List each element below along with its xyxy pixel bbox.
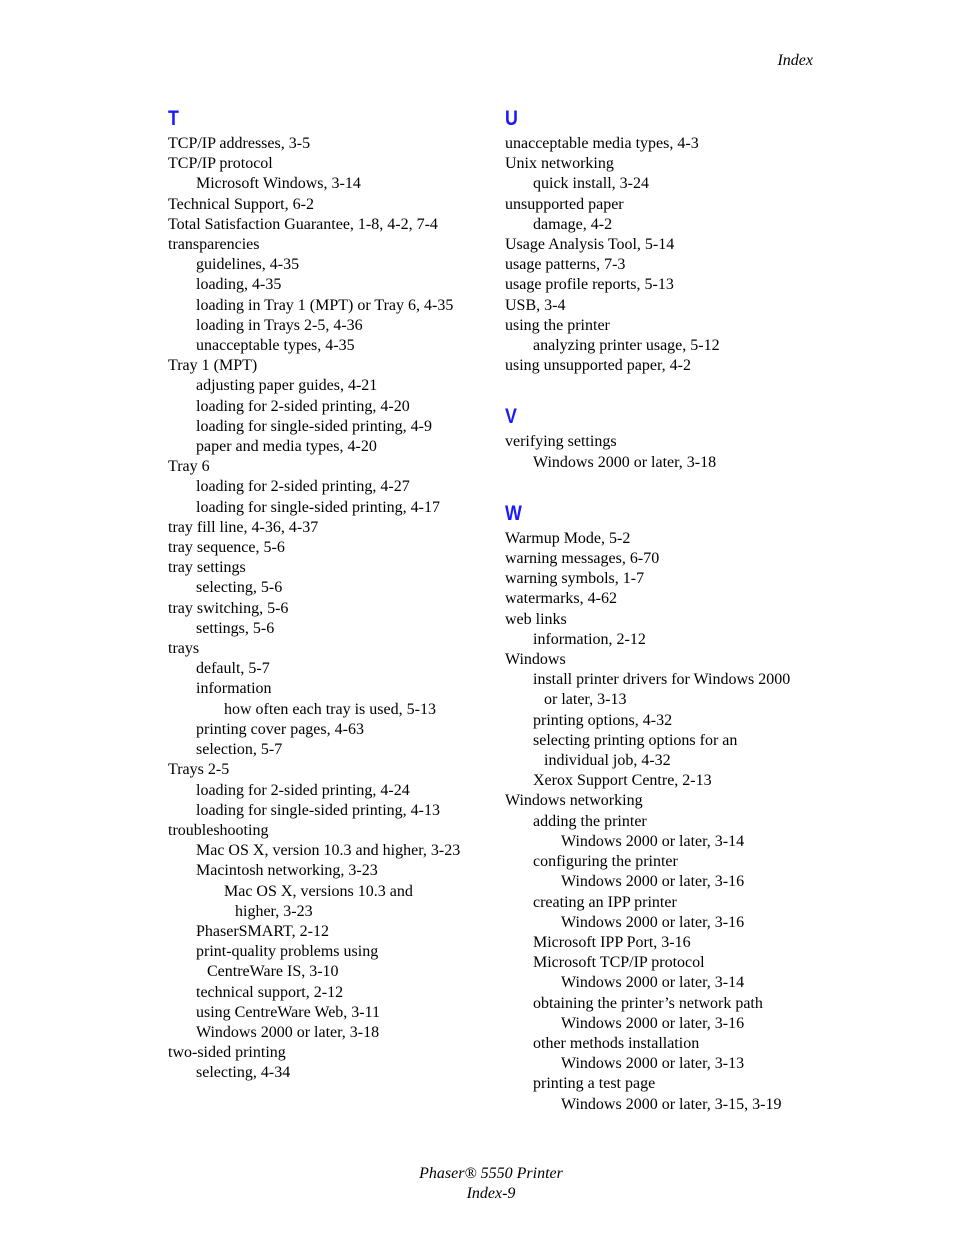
index-entry: two-sided printing: [168, 1044, 286, 1062]
index-subentry: information, 2-12: [533, 630, 646, 648]
section-letter-heading: W: [505, 501, 522, 525]
index-section-v: [505, 402, 825, 472]
index-subentry: Windows 2000 or later, 3-16: [561, 1014, 745, 1032]
index-subentry: individual job, 4-32: [544, 752, 671, 770]
index-entry: TCP/IP addresses, 3-5: [168, 135, 311, 152]
index-subentry: Windows 2000 or later, 3-15, 3-19: [561, 1095, 782, 1113]
index-subentry: Windows 2000 or later, 3-16: [561, 873, 745, 891]
index-entry: trays: [168, 640, 200, 658]
running-header: Index: [777, 52, 813, 69]
index-subentry: printing a test page: [533, 1075, 656, 1093]
index-subentry: selection, 5-7: [196, 741, 283, 759]
index-entry: tray fill line, 4-36, 4-37: [168, 518, 319, 536]
index-entry: usage patterns, 7-3: [505, 256, 626, 274]
index-entry: Total Satisfaction Guarantee, 1-8, 4-2, 7-4: [168, 215, 438, 233]
index-entry: tray switching, 5-6: [168, 599, 289, 617]
index-entry: warning messages, 6-70: [505, 550, 660, 568]
index-subentry: other methods installation: [533, 1034, 700, 1052]
index-entry: Warmup Mode, 5-2: [505, 529, 631, 547]
index-section-t: [168, 104, 488, 1084]
index-entry: Windows networking: [505, 792, 643, 810]
index-subentry: Windows 2000 or later, 3-14: [561, 832, 745, 850]
index-subentry: settings, 5-6: [196, 619, 275, 637]
index-subentry: technical support, 2-12: [196, 983, 344, 1001]
index-subentry: Xerox Support Centre, 2-13: [533, 772, 712, 790]
index-subentry: higher, 3-23: [235, 902, 313, 920]
index-column-left: [168, 104, 488, 1110]
index-subentry: Mac OS X, versions 10.3 and: [224, 882, 413, 900]
index-entry: USB, 3-4: [505, 296, 566, 314]
index-entry: tray settings: [168, 559, 246, 577]
index-subentry: selecting, 5-6: [196, 579, 283, 597]
index-entry: using unsupported paper, 4-2: [505, 357, 691, 375]
index-subentry: printing options, 4-32: [533, 711, 673, 729]
index-subentry: information: [196, 680, 272, 698]
index-entry: TCP/IP protocol: [168, 155, 273, 173]
index-entry: usage profile reports, 5-13: [505, 276, 674, 294]
index-subentry: printing cover pages, 4-63: [196, 720, 364, 738]
index-subentry: Macintosh networking, 3-23: [196, 862, 378, 880]
index-subentry: adding the printer: [533, 812, 647, 830]
index-entry: Trays 2-5: [168, 761, 230, 779]
index-subentry: Windows 2000 or later, 3-16: [561, 913, 745, 931]
index-subentry: PhaserSMART, 2-12: [196, 922, 329, 940]
index-subentry: configuring the printer: [533, 853, 678, 871]
index-subentry: loading for single-sided printing, 4-17: [196, 498, 440, 516]
index-subentry: adjusting paper guides, 4-21: [196, 377, 378, 395]
index-section-u: [505, 104, 825, 376]
index-subentry: using CentreWare Web, 3-11: [196, 1003, 381, 1021]
index-subentry: loading for single-sided printing, 4-13: [196, 801, 440, 819]
index-subentry: CentreWare IS, 3-10: [207, 963, 339, 981]
index-subentry: obtaining the printer’s network path: [533, 994, 763, 1012]
index-entry: transparencies: [168, 236, 260, 254]
index-section-w: [505, 499, 825, 1115]
index-entry: troubleshooting: [168, 821, 269, 839]
index-subentry: loading in Trays 2-5, 4-36: [196, 316, 363, 334]
section-letter-heading: U: [505, 107, 518, 130]
index-subentry: quick install, 3-24: [533, 175, 649, 193]
index-entry: unsupported paper: [505, 195, 624, 213]
index-subentry: Microsoft IPP Port, 3-16: [533, 933, 691, 951]
index-subentry: Windows 2000 or later, 3-18: [533, 453, 717, 471]
index-subentry: paper and media types, 4-20: [196, 438, 377, 456]
index-entry: Tray 6: [168, 458, 210, 476]
index-subentry: creating an IPP printer: [533, 893, 677, 911]
index-subentry: selecting, 4-34: [196, 1064, 291, 1082]
index-subentry: or later, 3-13: [544, 691, 627, 709]
index-subentry: default, 5-7: [196, 660, 270, 678]
index-entry: Windows: [505, 651, 566, 669]
footer-page-number: Index-9: [466, 1185, 516, 1202]
index-subentry: unacceptable types, 4-35: [196, 337, 355, 355]
index-subentry: Mac OS X, version 10.3 and higher, 3-23: [196, 842, 461, 860]
index-column-right: [505, 104, 825, 1141]
index-entry: watermarks, 4-62: [505, 590, 617, 608]
index-subentry: how often each tray is used, 5-13: [224, 700, 436, 718]
index-subentry: Windows 2000 or later, 3-18: [196, 1023, 380, 1041]
index-subentry: loading for 2-sided printing, 4-24: [196, 781, 410, 799]
index-entry: unacceptable media types, 4-3: [505, 135, 699, 152]
index-entry: Usage Analysis Tool, 5-14: [505, 236, 675, 254]
index-subentry: guidelines, 4-35: [196, 256, 300, 274]
index-subentry: analyzing printer usage, 5-12: [533, 337, 720, 355]
index-entry: verifying settings: [505, 433, 617, 451]
index-entry: web links: [505, 610, 567, 628]
index-entry: tray sequence, 5-6: [168, 539, 285, 557]
index-subentry: damage, 4-2: [533, 215, 613, 233]
index-subentry: Microsoft TCP/IP protocol: [533, 954, 705, 972]
index-subentry: loading for 2-sided printing, 4-27: [196, 478, 410, 496]
index-subentry: selecting printing options for an: [533, 731, 738, 749]
index-entry: Unix networking: [505, 155, 614, 173]
index-subentry: loading in Tray 1 (MPT) or Tray 6, 4-35: [196, 296, 454, 314]
index-subentry: Microsoft Windows, 3-14: [196, 175, 361, 193]
index-subentry: Windows 2000 or later, 3-14: [561, 974, 745, 992]
index-subentry: loading for 2-sided printing, 4-20: [196, 397, 410, 415]
index-entry: Technical Support, 6-2: [168, 195, 314, 213]
index-entry: Tray 1 (MPT): [168, 357, 258, 375]
index-entry: using the printer: [505, 316, 610, 334]
index-subentry: loading, 4-35: [196, 276, 282, 294]
index-subentry: Windows 2000 or later, 3-13: [561, 1055, 745, 1073]
section-letter-heading: T: [168, 107, 179, 130]
page-footer: [0, 1164, 954, 1204]
footer-product-name: Phaser® 5550 Printer: [419, 1165, 563, 1182]
index-subentry: print-quality problems using: [196, 943, 379, 961]
section-letter-heading: V: [505, 405, 517, 429]
index-subentry: loading for single-sided printing, 4-9: [196, 417, 432, 435]
index-subentry: install printer drivers for Windows 2000: [533, 671, 791, 689]
index-entry: warning symbols, 1-7: [505, 570, 645, 588]
